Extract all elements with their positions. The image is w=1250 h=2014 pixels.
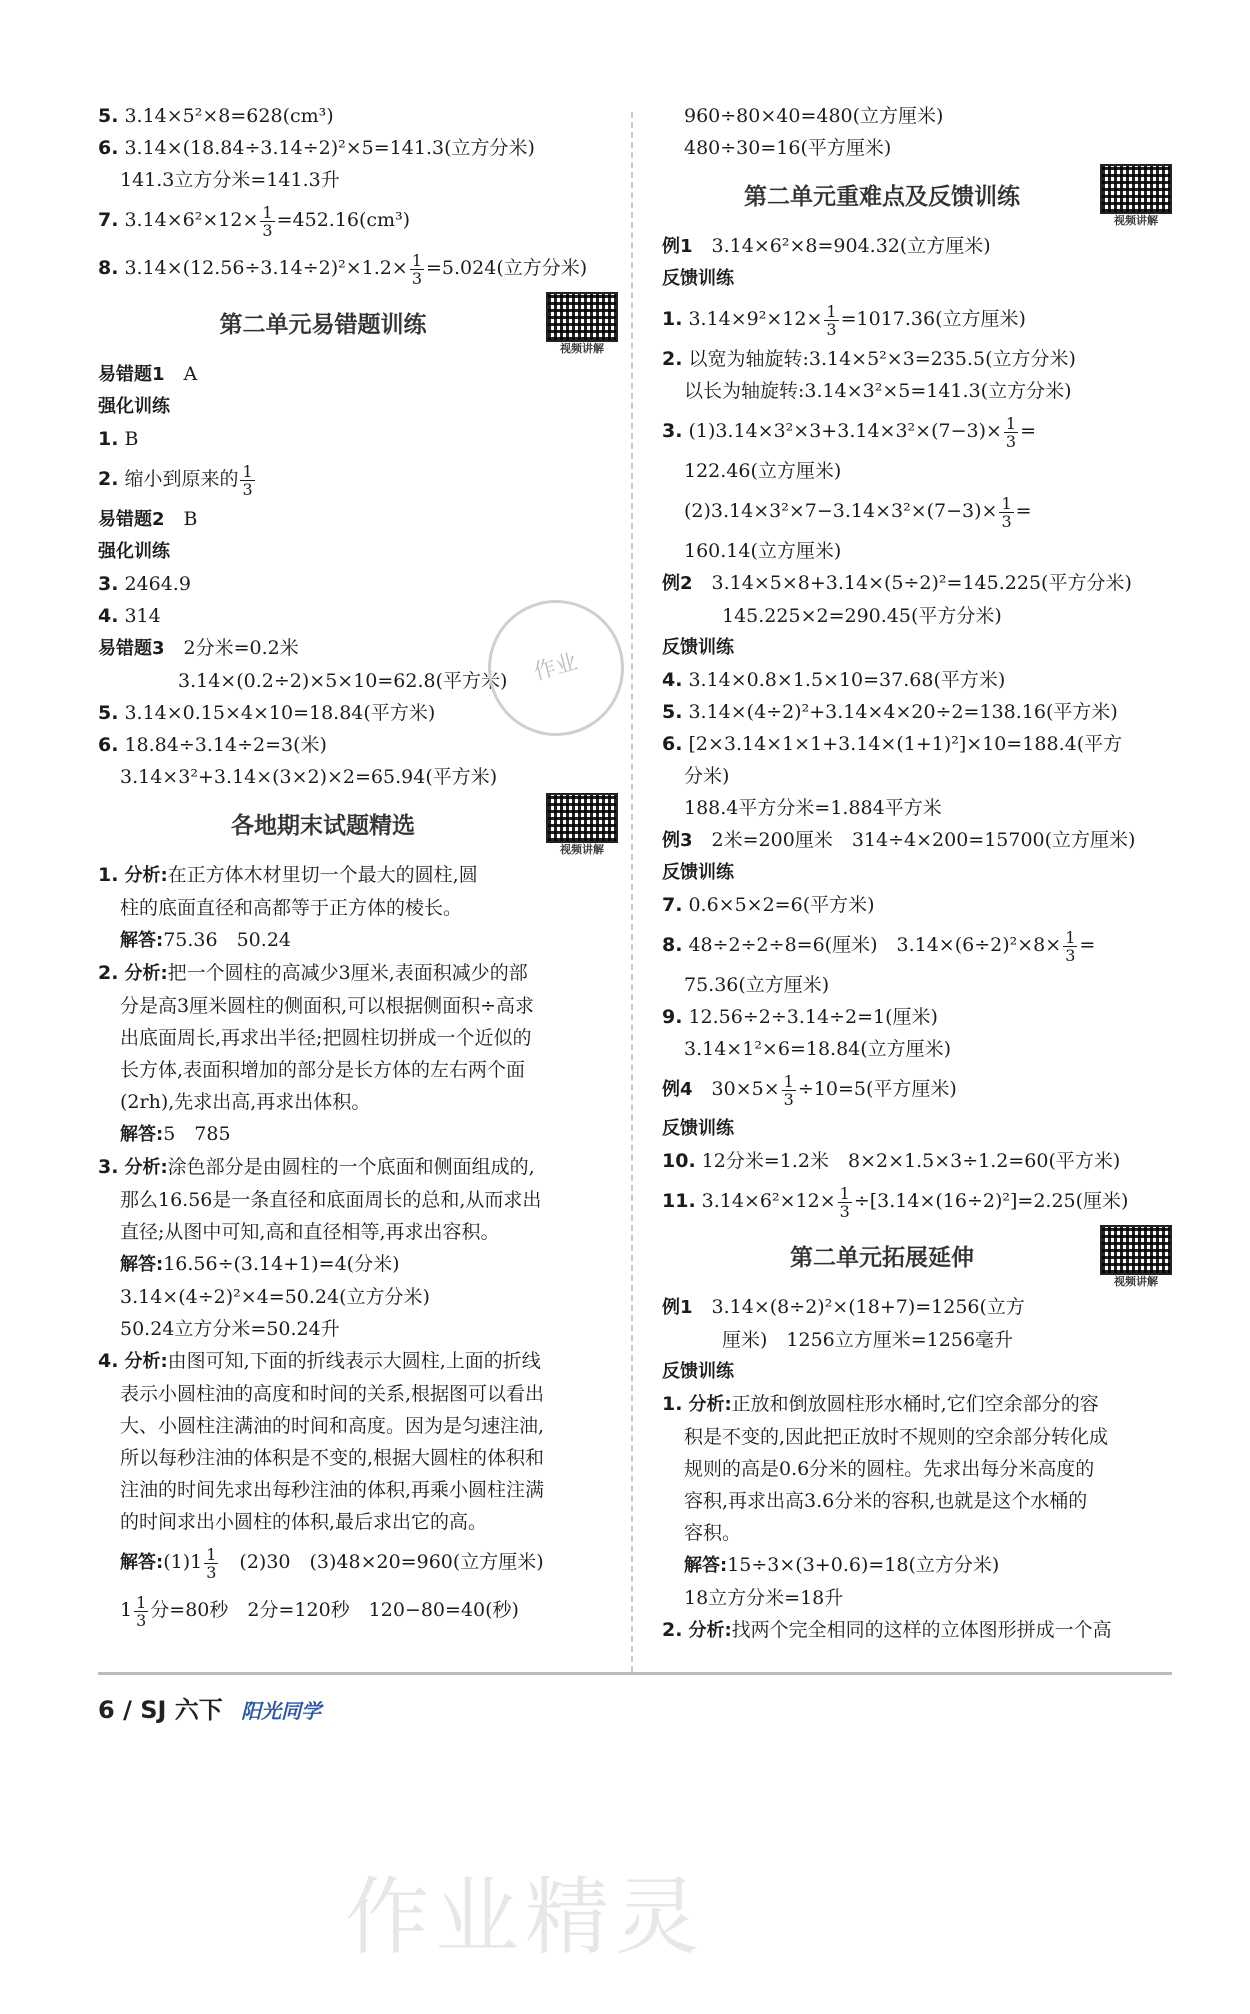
analysis-text: 涂色部分是由圆柱的一个底面和侧面组成的, [167, 1156, 535, 1178]
section-title: 第二单元拓展延伸 视频讲解 [662, 1225, 1172, 1291]
analysis-text: 分是高3厘米圆柱的侧面积,可以根据侧面积÷高求 [120, 995, 535, 1017]
item-number: 5. [98, 702, 119, 724]
analysis-text: 直径;从图中可知,高和直径相等,再求出容积。 [120, 1221, 500, 1243]
label: 解答: [684, 1555, 728, 1576]
answer-text: B [183, 508, 198, 530]
right-column [662, 100, 1172, 1647]
label: 分析: [688, 1394, 732, 1415]
subheading: 反馈训练 [662, 268, 734, 289]
label: 解答: [120, 930, 164, 951]
answer-text: =1017.36(立方厘米) [840, 308, 1026, 330]
watermark-stamp: 作业 [473, 585, 640, 752]
analysis-text: 容积。 [684, 1522, 742, 1544]
item-number: 2. [98, 962, 119, 984]
fraction: $\frac{1}{3}$ [136, 1592, 147, 1630]
watermark: 作业精灵 [345, 1868, 706, 1966]
answer-text: 3.14×1²×6=18.84(立方厘米) [684, 1038, 952, 1060]
answer-text: A [183, 363, 198, 385]
column-divider [631, 112, 633, 1672]
answer-text: 3.14×(4÷2)²×4=50.24(立方分米) [120, 1286, 430, 1308]
item-number: 4. [662, 669, 683, 691]
qr-code[interactable] [1100, 164, 1172, 230]
analysis-text: 大、小圆柱注满油的时间和高度。因为是匀速注油, [120, 1415, 545, 1437]
item-number: 4. [98, 605, 119, 627]
item-number: 3. [662, 420, 683, 442]
answer-text: 480÷30=16(平方厘米) [684, 137, 892, 159]
answer-text: (2)30 (3)48×20=960(立方厘米) [220, 1551, 544, 1573]
analysis-text: 那么16.56是一条直径和底面周长的总和,从而求出 [120, 1189, 542, 1211]
answer-text: 2米=200厘米 314÷4×200=15700(立方厘米) [711, 829, 1136, 851]
example-label: 例3 [662, 830, 693, 851]
item-number: 2. [98, 468, 119, 490]
answer-text: 141.3立方分米=141.3升 [120, 169, 340, 191]
answer-text: [2×3.14×1×1+3.14×(1+1)²]×10=188.4(平方 [688, 733, 1123, 755]
answer-text: 30×5× [711, 1078, 780, 1100]
answer-text: = [1020, 420, 1037, 442]
answer-text: 16.56÷(3.14+1)=4(分米) [163, 1253, 400, 1275]
answer-text: 3.14×5×8+3.14×(5÷2)²=145.225(平方分米) [711, 572, 1132, 594]
answer-text: (2)3.14×3²×7−3.14×3²×(7−3)× [684, 500, 998, 522]
label: 分析: [124, 865, 168, 886]
label: 解答: [120, 1254, 164, 1275]
subheading: 反馈训练 [662, 1118, 734, 1139]
answer-text: 314 [124, 605, 161, 627]
item-number: 6. [98, 734, 119, 756]
label: 解答: [120, 1124, 164, 1145]
analysis-text: 把一个圆柱的高减少3厘米,表面积减少的部 [167, 962, 528, 984]
answer-text: 0.6×5×2=6(平方米) [688, 894, 875, 916]
answer-text: 以长为轴旋转:3.14×3²×5=141.3(立方分米) [684, 380, 1072, 402]
answer-text: 3.14×(8÷2)²×(18+7)=1256(立方 [711, 1296, 1025, 1318]
label: 分析: [124, 1157, 168, 1178]
answer-text: 12分米=1.2米 8×2×1.5×3÷1.2=60(平方米) [701, 1150, 1121, 1172]
analysis-text: 在正方体木材里切一个最大的圆柱,圆 [167, 864, 478, 886]
fraction: $\frac{1}{3}$ [411, 250, 422, 288]
item-number: 2. [662, 1619, 683, 1641]
answer-text: 3.14×6²×12× [701, 1190, 836, 1212]
answer-text: 15÷3×(3+0.6)=18(立方分米) [727, 1554, 1000, 1576]
answer-text: 3.14×0.15×4×10=18.84(平方米) [124, 702, 436, 724]
answer-text: (1)3.14×3²×3+3.14×3²×(7−3)× [688, 420, 1002, 442]
item-number: 2. [662, 348, 683, 370]
answer-text: 3.14×0.8×1.5×10=37.68(平方米) [688, 669, 1006, 691]
answer-text: 3.14×6²×8=904.32(立方厘米) [711, 235, 991, 257]
item-number: 1. [98, 864, 119, 886]
qr-code[interactable] [546, 793, 618, 859]
label: 分析: [124, 1351, 168, 1372]
item-number: 1. [98, 428, 119, 450]
section-title: 各地期末试题精选 视频讲解 [98, 793, 618, 859]
answer-text: 160.14(立方厘米) [684, 540, 842, 562]
label: 易错题2 [98, 509, 165, 530]
analysis-text: 找两个完全相同的这样的立体图形拼成一个高 [731, 1619, 1112, 1641]
analysis-text: 容积,再求出高3.6分米的容积,也就是这个水桶的 [684, 1490, 1088, 1512]
answer-text: ÷10=5(平方厘米) [797, 1078, 957, 1100]
qr-code-icon [546, 793, 618, 843]
page-number: 6 [98, 1696, 115, 1724]
book-series: SJ 六下 [140, 1696, 223, 1724]
subheading: 强化训练 [98, 541, 170, 562]
item-number: 7. [98, 209, 119, 231]
subheading: 反馈训练 [662, 862, 734, 883]
label: 分析: [688, 1620, 732, 1641]
answer-text: 48÷2÷2÷8=6(厘米) 3.14×(6÷2)²×8× [688, 934, 1062, 956]
analysis-text: 正放和倒放圆柱形水桶时,它们空余部分的容 [731, 1393, 1099, 1415]
analysis-text: 规则的高是0.6分米的圆柱。先求出每分米高度的 [684, 1458, 1095, 1480]
answer-text: 1 [120, 1599, 133, 1621]
analysis-text: 长方体,表面积增加的部分是长方体的左右两个面 [120, 1059, 526, 1081]
fraction: $\frac{1}{3}$ [1005, 413, 1017, 451]
answer-text: 122.46(立方厘米) [684, 460, 842, 482]
qr-code[interactable] [546, 292, 618, 358]
item-number: 9. [662, 1006, 683, 1028]
answer-text: = [1079, 934, 1096, 956]
analysis-text: 出底面周长,再求出半径;把圆柱切拼成一个近似的 [120, 1027, 532, 1049]
qr-code-icon [1100, 164, 1172, 214]
label: 易错题1 [98, 364, 165, 385]
answer-text: 188.4平方分米=1.884平方米 [684, 797, 942, 819]
page-footer [98, 1690, 321, 1725]
answer-text: B [124, 428, 139, 450]
answer-text: 75.36 50.24 [163, 929, 291, 951]
answer-text: 厘米) 1256立方厘米=1256毫升 [722, 1329, 1014, 1351]
answer-text: 5 785 [163, 1123, 231, 1145]
fraction: $\frac{1}{3}$ [783, 1071, 794, 1109]
example-label: 例1 [662, 236, 693, 257]
example-label: 例1 [662, 1297, 693, 1318]
answer-text: 分=80秒 2分=120秒 120−80=40(秒) [150, 1599, 519, 1621]
item-number: 6. [662, 733, 683, 755]
item-number: 5. [98, 105, 119, 127]
answer-text: 3.14×(12.56÷3.14÷2)²×1.2× [124, 257, 408, 279]
item-number: 1. [662, 308, 683, 330]
fraction: $\frac{1}{3}$ [206, 1544, 217, 1582]
answer-text: 960÷80×40=480(立方厘米) [684, 105, 944, 127]
fraction: $\frac{1}{3}$ [826, 301, 837, 339]
answer-text: 3.14×9²×12× [688, 308, 823, 330]
section-title: 第二单元易错题训练 视频讲解 [98, 292, 618, 358]
item-number: 3. [98, 573, 119, 595]
answer-text: 12.56÷2÷3.14÷2=1(厘米) [688, 1006, 938, 1028]
item-number: 1. [662, 1393, 683, 1415]
answer-text: =5.024(立方分米) [426, 257, 588, 279]
answer-text: 3.14×5²×8=628(cm³) [124, 105, 334, 127]
answer-text: 缩小到原来的 [124, 468, 239, 490]
item-number: 3. [98, 1156, 119, 1178]
answer-text: 50.24立方分米=50.24升 [120, 1318, 340, 1340]
qr-caption: 视频讲解 [560, 342, 604, 355]
answer-text: 2分米=0.2米 [183, 637, 299, 659]
label: 易错题3 [98, 638, 165, 659]
label: 解答: [120, 1552, 164, 1573]
label: 分析: [124, 963, 168, 984]
answer-text: 3.14×(4÷2)²+3.14×4×20÷2=138.16(平方米) [688, 701, 1118, 723]
example-label: 例4 [662, 1079, 693, 1100]
answer-text: 3.14×6²×12× [124, 209, 259, 231]
item-number: 11. [662, 1190, 696, 1212]
analysis-text: (2rh),先求出高,再求出体积。 [120, 1091, 371, 1113]
subheading: 反馈训练 [662, 637, 734, 658]
answer-text: ÷[3.14×(16÷2)²]=2.25(厘米) [853, 1190, 1129, 1212]
answer-text: 分米) [684, 765, 730, 787]
fraction: $\frac{1}{3}$ [1001, 493, 1012, 531]
answer-text: 18.84÷3.14÷2=3(米) [124, 734, 327, 756]
answer-text: 145.225×2=290.45(平方分米) [722, 605, 1002, 627]
answer-text: 18立方分米=18升 [684, 1587, 844, 1609]
item-number: 6. [98, 137, 119, 159]
item-number: 8. [662, 934, 683, 956]
answer-text: 3.14×(18.84÷3.14÷2)²×5=141.3(立方分米) [124, 137, 535, 159]
analysis-text: 表示小圆柱油的高度和时间的关系,根据图可以看出 [120, 1383, 545, 1405]
answer-text: 75.36(立方厘米) [684, 974, 830, 996]
fraction: $\frac{1}{3}$ [262, 202, 273, 240]
analysis-text: 积是不变的,因此把正放时不规则的空余部分转化成 [684, 1426, 1109, 1448]
item-number: 7. [662, 894, 683, 916]
answer-text: =452.16(cm³) [276, 209, 411, 231]
item-number: 4. [98, 1350, 119, 1372]
analysis-text: 所以每秒注油的体积是不变的,根据大圆柱的体积和 [120, 1447, 545, 1469]
analysis-text: 柱的底面直径和高都等于正方体的棱长。 [120, 897, 463, 919]
brand-logo: 阳光同学 [241, 1699, 322, 1723]
left-column [98, 100, 618, 1634]
footer-rule [98, 1672, 1172, 1675]
answer-text: 3.14×(0.2÷2)×5×10=62.8(平方米) [178, 670, 508, 692]
qr-code-icon [1100, 1225, 1172, 1275]
answer-text: 2464.9 [124, 573, 191, 595]
answer-text: 以宽为轴旋转:3.14×5²×3=235.5(立方分米) [688, 348, 1076, 370]
fraction: $\frac{1}{3}$ [242, 461, 253, 499]
qr-code[interactable] [1100, 1225, 1172, 1291]
analysis-text: 由图可知,下面的折线表示大圆柱,上面的折线 [167, 1350, 541, 1372]
footer-separator: / [123, 1696, 132, 1724]
item-number: 5. [662, 701, 683, 723]
subheading: 反馈训练 [662, 1361, 734, 1382]
example-label: 例2 [662, 573, 693, 594]
item-number: 10. [662, 1150, 696, 1172]
item-number: 8. [98, 257, 119, 279]
section-title: 第二单元重难点及反馈训练 视频讲解 [662, 164, 1172, 230]
qr-caption: 视频讲解 [1114, 214, 1158, 227]
fraction: $\frac{1}{3}$ [1065, 927, 1076, 965]
answer-text: (1)1 [163, 1551, 203, 1573]
qr-code-icon [546, 292, 618, 342]
answer-text: 3.14×3²+3.14×(3×2)×2=65.94(平方米) [120, 766, 498, 788]
qr-caption: 视频讲解 [1114, 1275, 1158, 1288]
qr-caption: 视频讲解 [560, 843, 604, 856]
analysis-text: 的时间求出小圆柱的体积,最后求出它的高。 [120, 1511, 488, 1533]
fraction: $\frac{1}{3}$ [839, 1183, 850, 1221]
answer-text: = [1015, 500, 1032, 522]
subheading: 强化训练 [98, 396, 170, 417]
analysis-text: 注油的时间先求出每秒注油的体积,再乘小圆柱注满 [120, 1479, 545, 1501]
